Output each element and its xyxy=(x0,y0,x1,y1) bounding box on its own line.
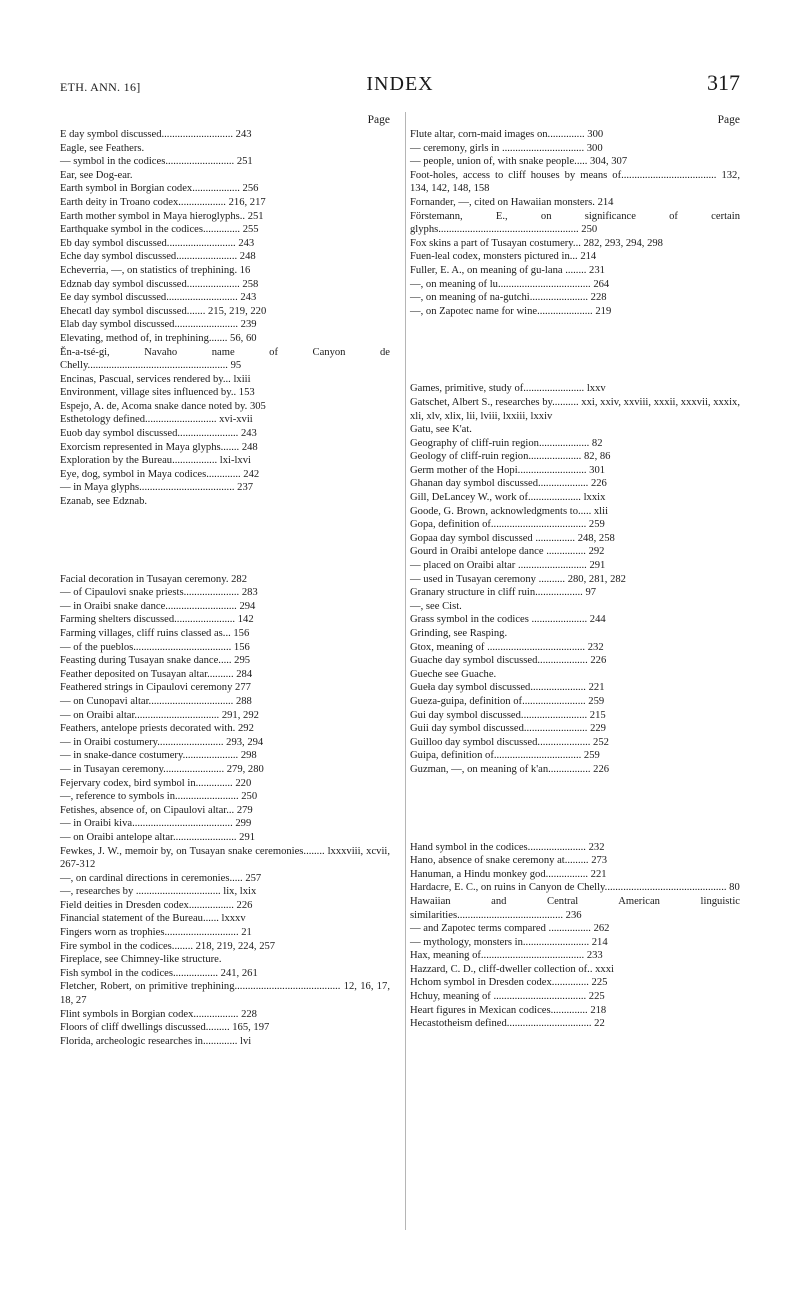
index-entry: Fejervary codex, bird symbol in.............. 220 xyxy=(60,777,252,789)
index-entry: Hardacre, E. C., on ruins in Canyon de Chelly.............................................. 80 xyxy=(410,882,740,894)
index-entry: Earth symbol in Borgian codex.................. 256 xyxy=(60,183,259,195)
index-entry: Encinas, Pascual, services rendered by... lxiii xyxy=(60,373,251,385)
index-entry: Gatschet, Albert S., researches by.......... xxi, xxiv, xxviii, xxxii, xxxvii, xxxix, xli, xlv, xlix, lii, lviii, lxxiii, lxxiv xyxy=(410,396,740,422)
index-entry: Geography of cliff-ruin region................... 82 xyxy=(410,437,603,449)
index-entry: Grinding, see Rasping. xyxy=(410,628,508,639)
index-entry: Fornander, —, cited on Hawaiian monsters. 214 xyxy=(410,196,614,208)
index-entry: Hawaiian and Central American linguistic similarities........................................ 236 xyxy=(410,895,740,921)
index-entry: Exorcism represented in Maya glyphs....... 248 xyxy=(60,441,258,453)
index-entry: Exploration by the Bureau................. lxi-lxvi xyxy=(60,455,251,467)
page-column-label: Page xyxy=(367,114,390,126)
index-entry: Guzman, —, on meaning of k'an................ 226 xyxy=(410,763,610,775)
index-entry: Germ mother of the Hopi.......................... 301 xyxy=(410,464,606,476)
index-entry: Feathers, antelope priests decorated with. 292 xyxy=(60,723,254,735)
index-entry: Hand symbol in the codices...................... 232 xyxy=(410,841,605,853)
index-entry: Ear, see Dog-ear. xyxy=(60,169,133,181)
index-column-right xyxy=(410,112,740,1031)
index-entry: Ee day symbol discussed........................... 243 xyxy=(60,292,257,304)
index-entry: Fingers worn as trophies............................ 21 xyxy=(60,927,252,939)
index-entry: Earth deity in Troano codex.................. 216, 217 xyxy=(60,196,266,208)
index-entry: Feasting during Tusayan snake dance..... 295 xyxy=(60,655,251,667)
index-entry: Financial statement of the Bureau...... lxxxv xyxy=(60,913,246,925)
index-entry: Goode, G. Brown, acknowledgments to..... xlii xyxy=(410,505,609,517)
index-entry: Eche day symbol discussed....................... 248 xyxy=(60,251,256,263)
index-entry: Foot-holes, access to cliff houses by means of.................................... 132, 134, 142, 148, 158 xyxy=(410,169,740,195)
index-entry: —, on Zapotec name for wine..................... 219 xyxy=(410,305,612,317)
index-column-left xyxy=(60,112,390,1048)
index-entry: —, reference to symbols in........................ 250 xyxy=(60,791,258,803)
index-entry: Guii day symbol discussed........................ 229 xyxy=(410,723,606,735)
index-entry: Eb day symbol discussed.......................... 243 xyxy=(60,237,255,249)
index-entry: Elab day symbol discussed........................ 239 xyxy=(60,319,257,331)
index-entry: Gourd in Oraibi antelope dance ............... 292 xyxy=(410,546,605,558)
index-entry: Gueza-guipa, definition of........................ 259 xyxy=(410,695,605,707)
index-entry: Hecastotheism defined................................ 22 xyxy=(410,1018,605,1030)
index-entry: Ĕn-a-tsé-gi, Navaho name of Canyon de Chelly..................................................... 95 xyxy=(60,346,390,372)
index-entry: Geology of cliff-ruin region.................... 82, 86 xyxy=(410,451,611,463)
index-entry: Gui day symbol discussed......................... 215 xyxy=(410,709,606,721)
index-entry: Flint symbols in Borgian codex................. 228 xyxy=(60,1008,257,1020)
index-entry: — placed on Oraibi altar .......................... 291 xyxy=(410,560,606,572)
index-entry: — on Oraibi altar................................ 291, 292 xyxy=(60,709,259,721)
index-entry: —, on cardinal directions in ceremonies..... 257 xyxy=(60,872,262,884)
index-entry: —, see Cist. xyxy=(410,600,462,612)
index-entry: Earth mother symbol in Maya hieroglyphs.. 251 xyxy=(60,210,264,222)
index-entry: Gopa, definition of.................................... 259 xyxy=(410,519,605,531)
index-entry: Guipa, definition of................................. 259 xyxy=(410,750,600,762)
index-entry: Hanuman, a Hindu monkey god................ 221 xyxy=(410,868,607,880)
letter-section-gap xyxy=(410,318,740,382)
column-divider xyxy=(405,112,406,1230)
index-entry: Fox skins a part of Tusayan costumery... 282, 293, 294, 298 xyxy=(410,237,663,249)
index-entry-list xyxy=(60,128,390,1048)
index-entry: Fire symbol in the codices........ 218, 219, 224, 257 xyxy=(60,940,276,952)
index-entry: Gueła day symbol discussed..................... 221 xyxy=(410,682,605,694)
index-entry: Farming shelters discussed....................... 142 xyxy=(60,614,254,626)
index-entry: Fuen-leal codex, monsters pictured in... 214 xyxy=(410,251,597,263)
index-entry: Granary structure in cliff ruin.................. 97 xyxy=(410,587,597,599)
index-entry: Gill, DeLancey W., work of.................... lxxix xyxy=(410,492,606,504)
index-entry: Environment, village sites influenced by.. 153 xyxy=(60,387,255,399)
letter-section-gap xyxy=(410,777,740,841)
index-entry: Facial decoration in Tusayan ceremony. 282 xyxy=(60,573,248,585)
index-entry: — in Oraibi kiva...................................... 299 xyxy=(60,818,252,830)
index-entry: Espejo, A. de, Acoma snake dance noted by. 305 xyxy=(60,400,266,412)
index-entry: — in snake-dance costumery..................... 298 xyxy=(60,750,257,762)
index-entry: — of Cipaulovi snake priests..................... 283 xyxy=(60,587,258,599)
index-entry: Förstemann, E., on significance of certain glyphs..................................................... 250 xyxy=(410,210,740,236)
index-entry: — in Tusayan ceremony....................... 279, 280 xyxy=(60,763,264,775)
index-entry: Earthquake symbol in the codices.............. 255 xyxy=(60,224,259,236)
page-column-label: Page xyxy=(717,114,740,126)
index-entry: Fireplace, see Chimney-like structure. xyxy=(60,954,222,966)
index-entry: Heart figures in Mexican codices.............. 218 xyxy=(410,1004,607,1016)
index-entry: Gtox, meaning of ..................................... 232 xyxy=(410,641,604,653)
index-entry: Echeverria, —, on statistics of trephining. 16 xyxy=(60,264,251,276)
index-entry: Florida, archeologic researches in............. lvi xyxy=(60,1035,252,1047)
index-entry: Guache day symbol discussed................... 226 xyxy=(410,655,607,667)
index-entry: Fetishes, absence of, on Cipaulovi altar... 279 xyxy=(60,804,253,816)
index-entry: Hazzard, C. D., cliff-dweller collection of.. xxxi xyxy=(410,963,614,975)
index-entry: Edznab day symbol discussed.................... 258 xyxy=(60,278,259,290)
index-entry: — on Oraibi antelope altar........................ 291 xyxy=(60,831,256,843)
index-entry: Fewkes, J. W., memoir by, on Tusayan snake ceremonies........ lxxxviii, xcvii, 267-312 xyxy=(60,845,390,871)
index-entry: — in Oraibi costumery......................... 293, 294 xyxy=(60,736,264,748)
index-entry: —, on meaning of lu................................... 264 xyxy=(410,278,610,290)
index-entry: Ezanab, see Edznab. xyxy=(60,496,148,508)
index-entry: Field deities in Dresden codex................. 226 xyxy=(60,899,253,911)
index-entry: Gueche see Guache. xyxy=(410,668,497,680)
page-header xyxy=(60,70,740,102)
index-entry: Ghanan day symbol discussed................... 226 xyxy=(410,478,607,490)
index-entry: —, on meaning of na-gutchi...................... 228 xyxy=(410,292,607,304)
index-entry: Eye, dog, symbol in Maya codices............. 242 xyxy=(60,468,260,480)
index-entry: Grass symbol in the codices ..................... 244 xyxy=(410,614,606,626)
index-entry: Hax, meaning of....................................... 233 xyxy=(410,950,603,962)
index-entry: — mythology, monsters in......................... 214 xyxy=(410,936,608,948)
index-entry: — ceremony, girls in ............................... 300 xyxy=(410,142,603,154)
index-entry: — symbol in the codices.......................... 251 xyxy=(60,156,253,168)
index-entry: Floors of cliff dwellings discussed......... 165, 197 xyxy=(60,1022,270,1034)
index-entry: Elevating, method of, in trephining....... 56, 60 xyxy=(60,332,257,344)
index-entry: Farming villages, cliff ruins classed as... 156 xyxy=(60,628,250,639)
index-entry-list xyxy=(410,128,740,1031)
index-entry: — people, union of, with snake people..... 304, 307 xyxy=(410,156,628,168)
index-entry: Hano, absence of snake ceremony at......... 273 xyxy=(410,855,608,867)
index-entry: — used in Tusayan ceremony .......... 280, 281, 282 xyxy=(410,573,626,585)
index-entry: Fletcher, Robert, on primitive trephining........................................ 12, 16, 17, 18, 27 xyxy=(60,981,390,1007)
index-entry: Flute altar, corn-maid images on.............. 300 xyxy=(410,129,604,140)
index-entry: — in Maya glyphs.................................... 237 xyxy=(60,482,254,494)
index-entry: Hchom symbol in Dresden codex.............. 225 xyxy=(410,977,608,989)
index-entry: Hchuy, meaning of ................................... 225 xyxy=(410,991,605,1003)
index-entry: — on Cunopavi altar................................ 288 xyxy=(60,695,252,707)
index-entry: Feather deposited on Tusayan altar.......... 284 xyxy=(60,668,253,680)
index-entry: E day symbol discussed........................... 243 xyxy=(60,129,252,140)
index-entry: Fish symbol in the codices................. 241, 261 xyxy=(60,967,258,979)
running-head: ETH. ANN. 16] xyxy=(60,80,141,94)
page-title: INDEX xyxy=(366,73,434,95)
page-number: 317 xyxy=(707,70,740,95)
index-entry: Guilloo day symbol discussed.................... 252 xyxy=(410,736,609,748)
index-entry: Esthetology defined........................... xvi-xvii xyxy=(60,414,253,426)
index-entry: Gatu, see K'at. xyxy=(410,424,472,436)
index-entry: — in Oraibi snake dance........................... 294 xyxy=(60,600,256,612)
index-entry: Fuller, E. A., on meaning of gu-lana ........ 231 xyxy=(410,264,605,276)
index-entry: Ehecatl day symbol discussed....... 215, 219, 220 xyxy=(60,305,267,317)
index-entry: — of the pueblos..................................... 156 xyxy=(60,641,250,653)
index-entry: Gopaa day symbol discussed ............... 248, 258 xyxy=(410,532,615,544)
index-entry: —, researches by ................................ lix, lxix xyxy=(60,886,257,898)
index-entry: Games, primitive, study of....................... lxxv xyxy=(410,383,606,395)
letter-section-gap xyxy=(60,509,390,573)
index-entry: Eagle, see Feathers. xyxy=(60,142,145,154)
index-entry: Euob day symbol discussed....................... 243 xyxy=(60,428,257,440)
index-entry: Feathered strings in Cipaulovi ceremony 277 xyxy=(60,682,251,694)
index-entry: — and Zapotec terms compared ................ 262 xyxy=(410,923,610,935)
